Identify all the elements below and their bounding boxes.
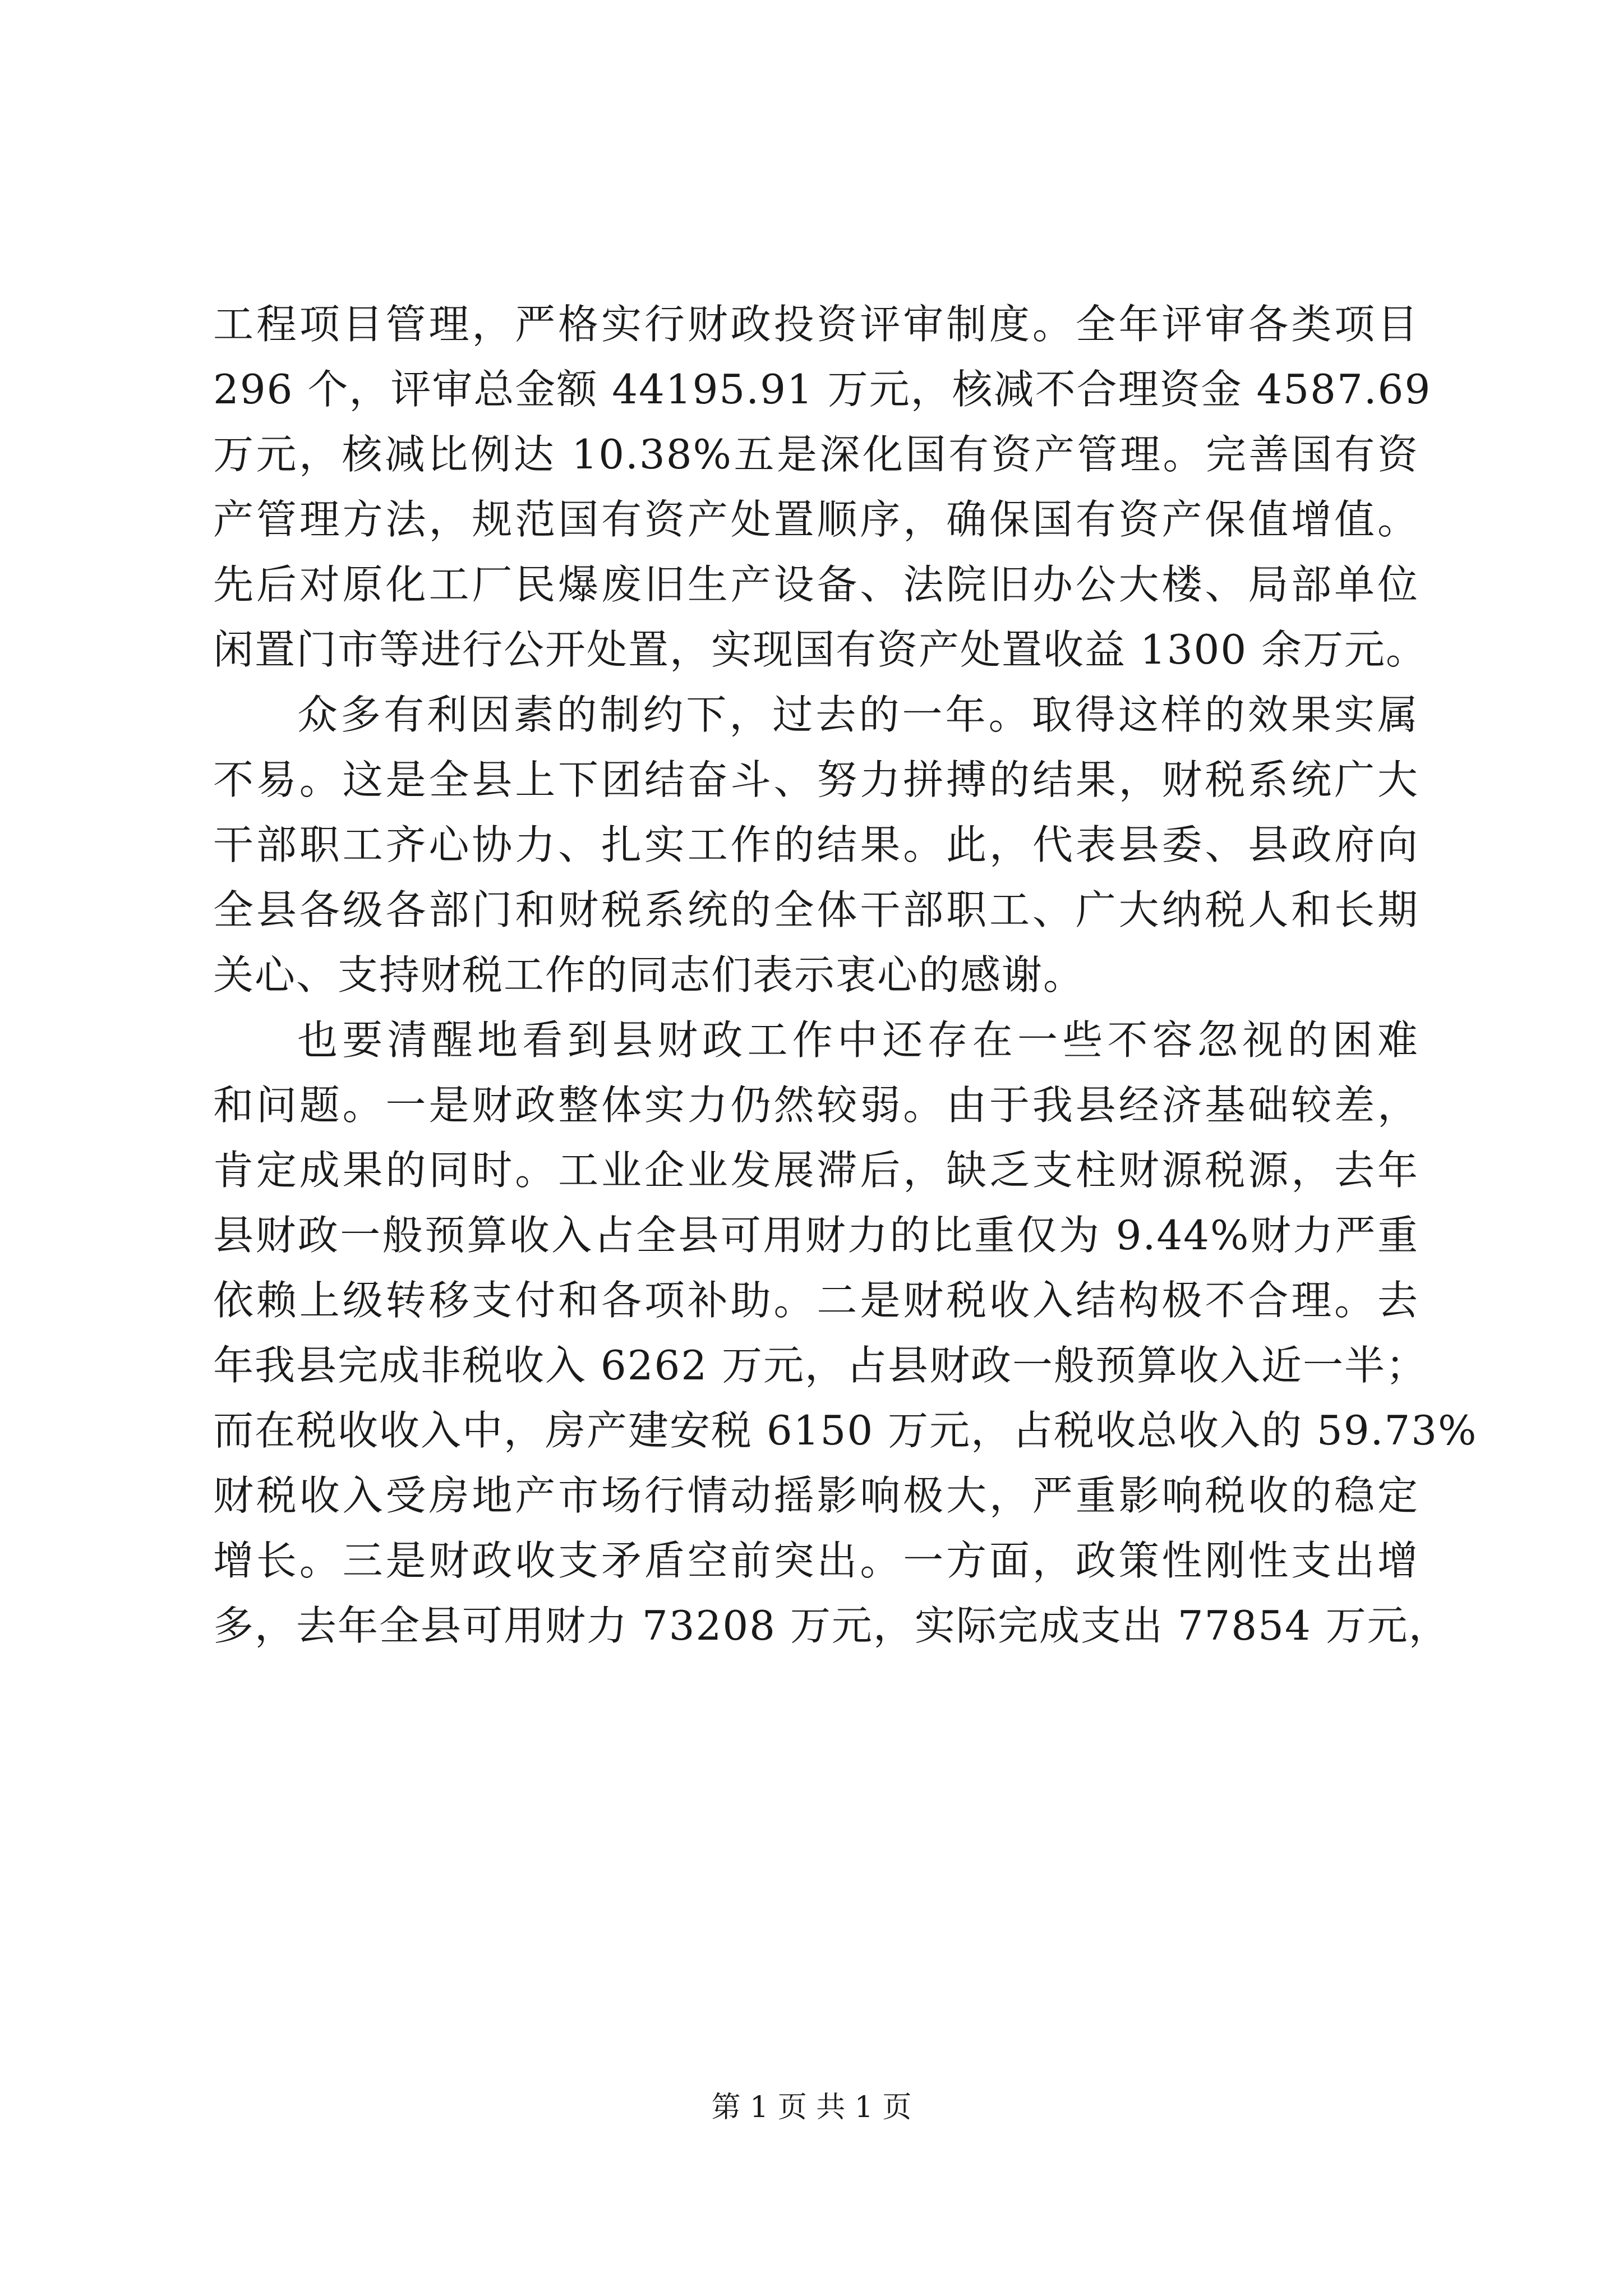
text-line: 和问题。一是财政整体实力仍然较弱。由于我县经济基础较差，: [213, 1082, 1419, 1129]
text-line: 县财政一般预算收入占全县可用财力的比重仅为 9.44%财力严重: [213, 1212, 1419, 1259]
text-line: 而在税收收入中，房产建安税 6150 万元，占税收总收入的 59.73%: [213, 1407, 1478, 1454]
text-line: 也要清醒地看到县财政工作中还存在一些不容忽视的困难: [297, 1016, 1419, 1064]
text-line: 万元，核减比例达 10.38%五是深化国有资产管理。完善国有资: [213, 431, 1419, 478]
paragraph-1: [213, 292, 1432, 682]
text-line: 先后对原化工厂民爆废旧生产设备、法院旧办公大楼、局部单位: [213, 561, 1419, 608]
text-line: 依赖上级转移支付和各项补助。二是财税收入结构极不合理。去: [213, 1277, 1419, 1324]
text-line: 多，去年全县可用财力 73208 万元，实际完成支出 77854 万元，: [213, 1602, 1450, 1649]
text-line: 296 个，评审总金额 44195.91 万元，核减不合理资金 4587.69: [213, 366, 1432, 413]
text-line: 肯定成果的同时。工业企业发展滞后，缺乏支柱财源税源，去年: [213, 1147, 1419, 1194]
text-line: 不易。这是全县上下团结奋斗、努力拼搏的结果，财税系统广大: [213, 756, 1419, 803]
text-line: 产管理方法，规范国有资产处置顺序，确保国有资产保值增值。: [213, 496, 1419, 543]
text-line: 年我县完成非税收入 6262 万元，占县财政一般预算收入近一半；: [213, 1342, 1428, 1389]
text-line: 干部职工齐心协力、扎实工作的结果。此，代表县委、县政府向: [213, 821, 1419, 868]
text-line: 关心、支持财税工作的同志们表示衷心的感谢。: [213, 951, 1085, 999]
paragraph-2: [213, 682, 1419, 1007]
document-body: [213, 292, 1478, 1658]
text-line: 众多有利因素的制约下，过去的一年。取得这样的效果实属: [297, 691, 1419, 738]
paragraph-3: [213, 1007, 1478, 1658]
text-line: 全县各级各部门和财税系统的全体干部职工、广大纳税人和长期: [213, 886, 1419, 933]
page-number: 第 1 页 共 1 页: [711, 2091, 912, 2124]
page-footer: [0, 2088, 1623, 2127]
text-line: 工程项目管理，严格实行财政投资评审制度。全年评审各类项目: [213, 301, 1419, 348]
text-line: 财税收入受房地产市场行情动摇影响极大，严重影响税收的稳定: [213, 1472, 1419, 1519]
text-line: 增长。三是财政收支矛盾空前突出。一方面，政策性刚性支出增: [213, 1537, 1419, 1584]
text-line: 闲置门市等进行公开处置，实现国有资产处置收益 1300 余万元。: [213, 626, 1428, 673]
